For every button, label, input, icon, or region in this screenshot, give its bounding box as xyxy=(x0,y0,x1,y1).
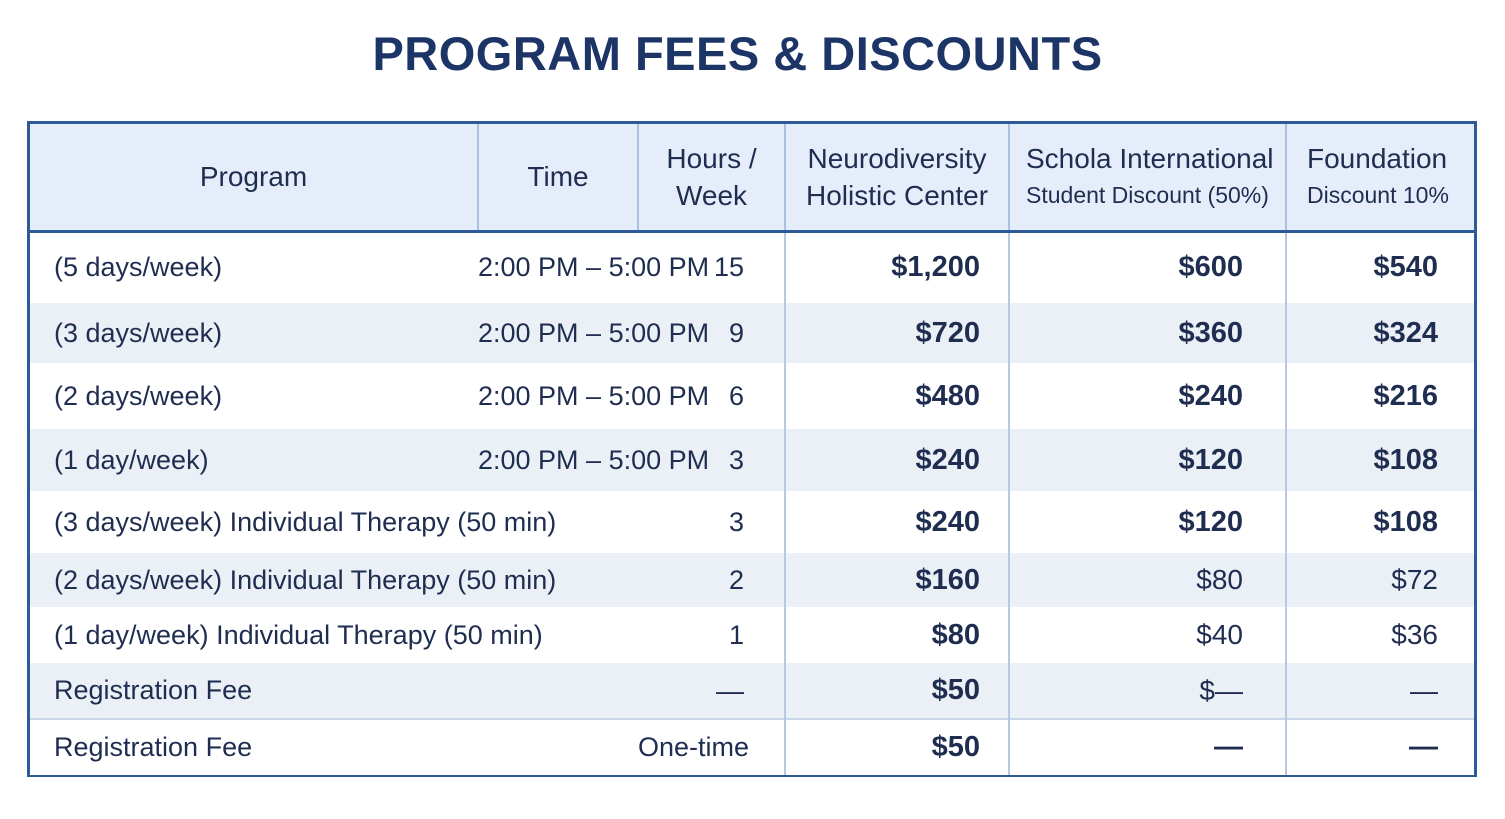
header-schola-line1: Schola International xyxy=(1026,142,1274,174)
cell-neuro: $240 xyxy=(785,429,1009,491)
page-title: PROGRAM FEES & DISCOUNTS xyxy=(372,27,1103,80)
table-row xyxy=(30,363,1474,429)
cell-time: 2:00 PM – 5:00 PM xyxy=(478,380,710,411)
cell-schola: $240 xyxy=(1009,363,1286,429)
header-neurodiversity xyxy=(785,124,1009,231)
cell-foundation: — xyxy=(1286,663,1474,719)
cell-neuro: $50 xyxy=(785,663,1009,719)
cell-program: (3 days/week) xyxy=(54,317,223,348)
cell-foundation: $72 xyxy=(1286,553,1474,607)
cell-hours: 9 xyxy=(728,317,744,348)
cell-schola: $40 xyxy=(1009,607,1286,663)
cell-program: (3 days/week) Individual Therapy (50 min) xyxy=(54,506,557,537)
cell-schola: — xyxy=(1009,719,1286,775)
fees-table xyxy=(30,124,1474,775)
cell-hours: One-time xyxy=(638,719,785,775)
header-foundation xyxy=(1286,124,1474,231)
table-row xyxy=(30,231,1474,303)
header-foundation-line1: Foundation xyxy=(1307,142,1448,174)
cell-schola: $600 xyxy=(1009,231,1286,303)
cell-hours: 15 xyxy=(713,252,744,283)
cell-program: (2 days/week) Individual Therapy (50 min) xyxy=(54,564,557,595)
cell-hours: — xyxy=(716,674,744,706)
cell-neuro: $160 xyxy=(785,553,1009,607)
cell-hours: 6 xyxy=(728,380,744,411)
cell-hours: 2 xyxy=(728,564,744,595)
cell-foundation: $540 xyxy=(1286,231,1474,303)
cell-neuro: $720 xyxy=(785,303,1009,363)
table-row xyxy=(30,429,1474,491)
header-neuro-line1: Neurodiversity xyxy=(807,142,987,174)
table-row xyxy=(30,719,1474,775)
cell-foundation: $108 xyxy=(1286,429,1474,491)
header-hours-line1: Hours / xyxy=(666,142,757,174)
cell-schola: $120 xyxy=(1009,429,1286,491)
header-schola xyxy=(1009,124,1286,231)
cell-time: 2:00 PM – 5:00 PM xyxy=(478,317,710,348)
cell-schola: $80 xyxy=(1009,553,1286,607)
header-foundation-line2: Discount 10% xyxy=(1307,181,1449,208)
cell-program: Registration Fee xyxy=(30,719,638,775)
cell-program: (2 days/week) xyxy=(54,380,223,411)
header-hours xyxy=(638,124,785,231)
table-row xyxy=(30,303,1474,363)
header-hours-line2: Week xyxy=(675,179,748,211)
cell-program: (1 day/week) xyxy=(54,444,209,475)
cell-neuro: $480 xyxy=(785,363,1009,429)
cell-neuro: $50 xyxy=(785,719,1009,775)
cell-foundation: $324 xyxy=(1286,303,1474,363)
cell-program: Registration Fee xyxy=(54,675,253,705)
header-time: Time xyxy=(478,124,638,231)
fees-table-frame xyxy=(27,121,1477,777)
header-neuro-line2: Holistic Center xyxy=(805,179,989,211)
table-row xyxy=(30,663,1474,719)
cell-hours: 3 xyxy=(728,444,744,475)
cell-program: (1 day/week) Individual Therapy (50 min) xyxy=(54,619,543,650)
cell-neuro: $80 xyxy=(785,607,1009,663)
cell-neuro: $1,200 xyxy=(785,231,1009,303)
cell-program: (5 days/week) xyxy=(54,252,223,283)
cell-neuro: $240 xyxy=(785,491,1009,553)
cell-foundation: $216 xyxy=(1286,363,1474,429)
cell-schola: $360 xyxy=(1009,303,1286,363)
table-row xyxy=(30,607,1474,663)
cell-foundation: — xyxy=(1286,719,1474,775)
cell-hours: 1 xyxy=(728,619,744,650)
cell-time: 2:00 PM – 5:00 PM xyxy=(478,444,710,475)
table-row xyxy=(30,491,1474,553)
cell-time: 2:00 PM – 5:00 PM xyxy=(478,252,710,283)
table-header-row xyxy=(30,124,1474,231)
cell-foundation: $36 xyxy=(1286,607,1474,663)
cell-schola: $— xyxy=(1009,663,1286,719)
cell-foundation: $108 xyxy=(1286,491,1474,553)
header-program: Program xyxy=(30,124,478,231)
cell-schola: $120 xyxy=(1009,491,1286,553)
cell-hours: 3 xyxy=(728,506,744,537)
table-row xyxy=(30,553,1474,607)
header-schola-line2: Student Discount (50%) xyxy=(1026,181,1269,208)
